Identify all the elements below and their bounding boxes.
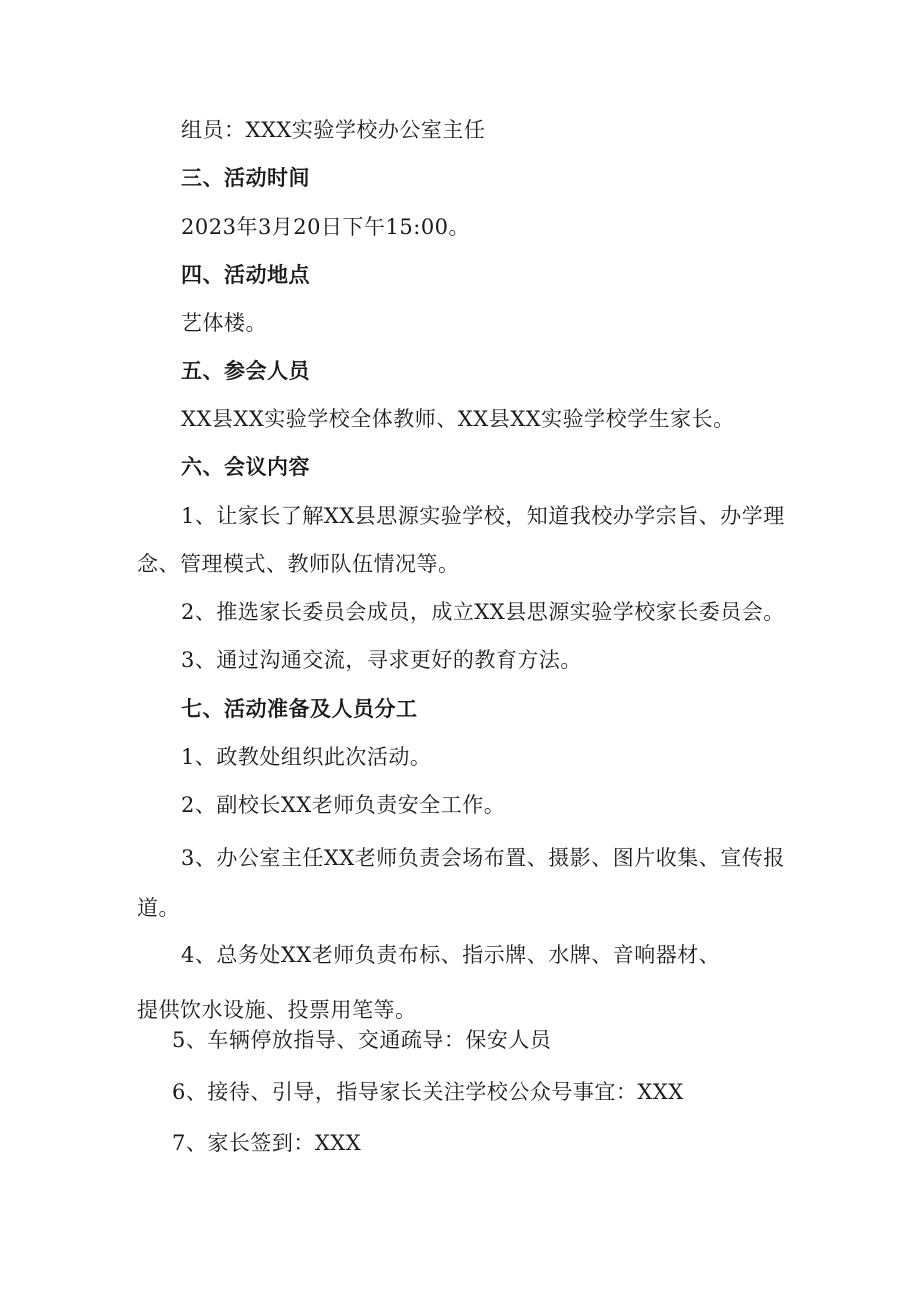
section-heading-preparation: 七、活动准备及人员分工 [181, 697, 418, 721]
attendees-text: XX县XX实验学校全体教师、XX县XX实验学校学生家长。 [181, 407, 735, 431]
prep-item-4-line-2: 提供饮水设施、投票用笔等。 [137, 998, 417, 1022]
team-member-line: 组员：XXX实验学校办公室主任 [181, 118, 486, 142]
prep-item-4-line-1: 4、总务处XX老师负责布标、指示牌、水牌、音响器材、 [181, 943, 721, 967]
prep-item-3-line-2: 道。 [137, 896, 180, 920]
content-item-3: 3、通过沟通交流，寻求更好的教育方法。 [181, 648, 582, 672]
section-heading-attendees: 五、参会人员 [181, 359, 310, 383]
activity-time-text: 2023年3月20日下午15:00。 [181, 215, 471, 239]
prep-item-7: 7、家长签到：XXX [172, 1131, 362, 1155]
prep-item-6: 6、接待、引导，指导家长关注学校公众号事宜：XXX [172, 1080, 684, 1104]
section-heading-location: 四、活动地点 [181, 263, 310, 287]
prep-item-5: 5、车辆停放指导、交通疏导：保安人员 [172, 1028, 552, 1052]
section-heading-time: 三、活动时间 [181, 166, 310, 190]
prep-item-3-line-1: 3、办公室主任XX老师负责会场布置、摄影、图片收集、宣传报 [181, 846, 785, 870]
activity-location-text: 艺体楼。 [181, 311, 267, 335]
section-heading-content: 六、会议内容 [181, 455, 310, 479]
prep-item-2: 2、副校长XX老师负责安全工作。 [181, 793, 506, 817]
content-item-1-line-2: 念、管理模式、教师队伍情况等。 [137, 552, 460, 576]
content-item-1-line-1: 1、让家长了解XX县思源实验学校，知道我校办学宗旨、办学理 [181, 504, 785, 528]
content-item-2: 2、推选家长委员会成员，成立XX县思源实验学校家长委员会。 [181, 600, 785, 624]
prep-item-1: 1、政教处组织此次活动。 [181, 745, 432, 769]
